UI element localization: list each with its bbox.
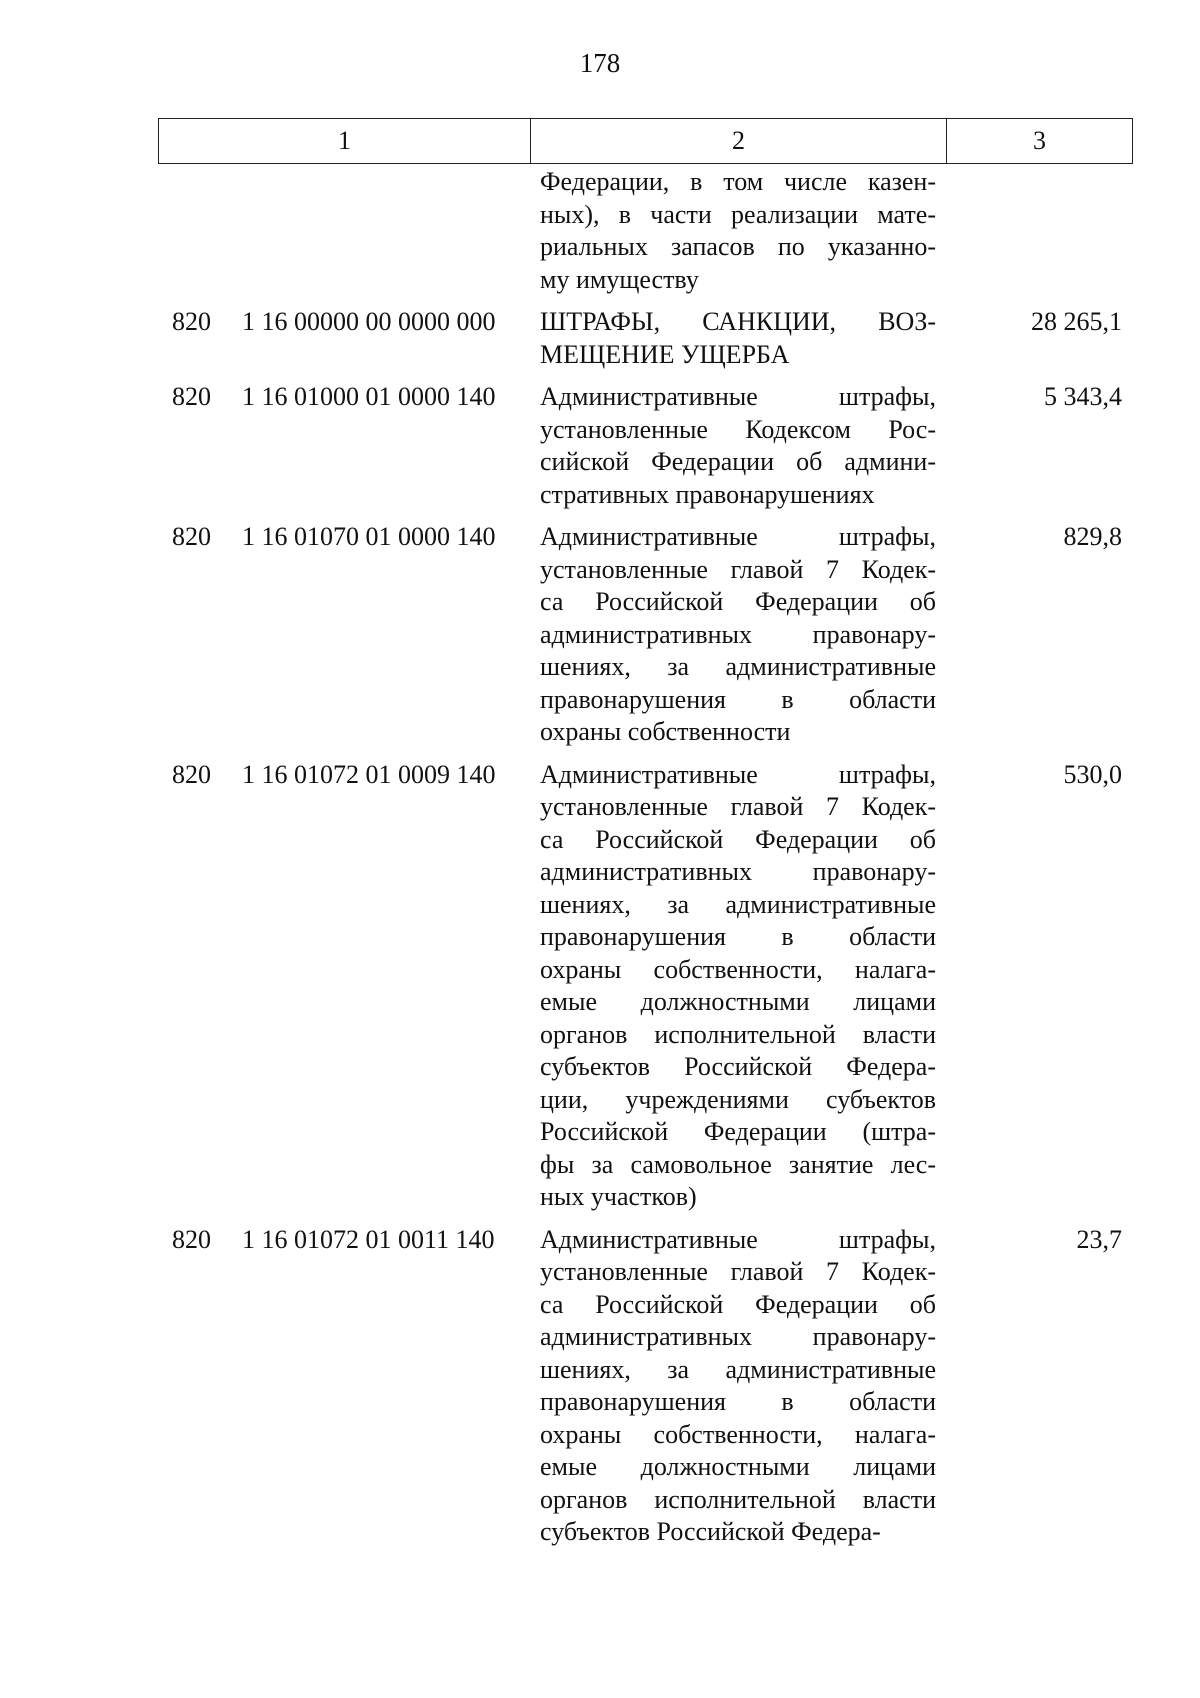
- amount-cell: 829,8: [1063, 522, 1122, 551]
- table-header: [158, 118, 1133, 164]
- revenue-name-line: Административные штрафы,: [540, 522, 936, 551]
- admin-code-cell: 820: [172, 307, 211, 336]
- revenue-name-line: са Российской Федерации об: [540, 587, 936, 616]
- table-row: [0, 1224, 1200, 1549]
- revenue-name-line: са Российской Федерации об: [540, 824, 936, 854]
- table-row: [0, 166, 1200, 296]
- amount-cell: 530,0: [1063, 759, 1122, 789]
- revenue-name-line: Российской Федерации (штра-: [540, 1117, 936, 1146]
- revenue-name-line: Административные штрафы,: [540, 382, 936, 411]
- revenue-name-line: шениях, за административные: [540, 889, 936, 919]
- revenue-name-line: ных), в части реализации мате-: [540, 199, 936, 229]
- revenue-name-cell: [540, 306, 936, 371]
- revenue-name-line: риальных запасов по указанно-: [540, 232, 936, 261]
- revenue-name-line: правонарушения в области: [540, 922, 936, 951]
- revenue-name-line: ных участков): [540, 1182, 697, 1211]
- admin-code-cell: 820: [172, 522, 211, 551]
- revenue-name-cell: [540, 1224, 936, 1549]
- budget-classification-code-cell: 1 16 00000 00 0000 000: [242, 307, 496, 336]
- revenue-name-line: охраны собственности: [540, 717, 791, 746]
- budget-classification-code-cell: 1 16 01072 01 0011 140: [242, 1224, 495, 1254]
- revenue-name-line: Федерации, в том числе казен-: [540, 167, 936, 196]
- revenue-name-line: субъектов Российской Федера-: [540, 1052, 936, 1081]
- revenue-name-line: ШТРАФЫ, САНКЦИИ, ВОЗ-: [540, 307, 936, 336]
- revenue-name-line: органов исполнительной власти: [540, 1484, 936, 1514]
- revenue-name-cell: [540, 759, 936, 1214]
- revenue-name-line: административных правонару-: [540, 1322, 936, 1351]
- table-row: [0, 521, 1200, 749]
- page-number: 178: [579, 48, 621, 78]
- revenue-name-line: установленные главой 7 Кодек-: [540, 1257, 936, 1286]
- amount-cell: 23,7: [1076, 1224, 1122, 1254]
- revenue-name-line: МЕЩЕНИЕ УЩЕРБА: [540, 339, 790, 369]
- revenue-name-line: Административные штрафы,: [540, 759, 936, 789]
- table-row: [0, 759, 1200, 1214]
- admin-code-cell: 820: [172, 1224, 211, 1254]
- table-body: [0, 166, 1200, 1559]
- revenue-name-line: субъектов Российской Федера-: [540, 1517, 881, 1546]
- revenue-name-line: сийской Федерации об админи-: [540, 447, 936, 476]
- table-row: [0, 306, 1200, 371]
- admin-code-cell: 820: [172, 382, 211, 411]
- table-header-col-1: 1: [159, 119, 531, 163]
- revenue-name-line: административных правонару-: [540, 857, 936, 886]
- revenue-name-line: установленные Кодексом Рос-: [540, 414, 936, 444]
- budget-classification-code-cell: 1 16 01000 01 0000 140: [242, 382, 496, 411]
- table-header-col-2: 2: [531, 119, 947, 163]
- revenue-name-line: са Российской Федерации об: [540, 1289, 936, 1319]
- admin-code-cell: 820: [172, 759, 211, 789]
- table-header-col-3: 3: [1033, 126, 1046, 155]
- revenue-name-line: охраны собственности, налага-: [540, 954, 936, 984]
- revenue-name-line: емые должностными лицами: [540, 987, 936, 1016]
- revenue-name-line: правонарушения в области: [540, 684, 936, 714]
- revenue-name-cell: [540, 521, 936, 749]
- revenue-name-cell: [540, 381, 936, 511]
- budget-classification-code-cell: 1 16 01072 01 0009 140: [242, 759, 496, 789]
- table-row: [0, 381, 1200, 511]
- revenue-name-line: правонарушения в области: [540, 1387, 936, 1416]
- revenue-name-line: емые должностными лицами: [540, 1452, 936, 1481]
- revenue-name-line: фы за самовольное занятие лес-: [540, 1149, 936, 1179]
- amount-cell: 5 343,4: [1044, 382, 1122, 411]
- revenue-name-line: шениях, за административные: [540, 652, 936, 681]
- budget-classification-code-cell: 1 16 01070 01 0000 140: [242, 522, 496, 551]
- amount-cell: 28 265,1: [1031, 307, 1122, 336]
- revenue-name-line: установленные главой 7 Кодек-: [540, 792, 936, 821]
- revenue-name-cell: [540, 166, 936, 296]
- revenue-name-line: стративных правонарушениях: [540, 479, 875, 509]
- revenue-name-line: охраны собственности, налага-: [540, 1419, 936, 1449]
- revenue-name-line: административных правонару-: [540, 619, 936, 649]
- revenue-name-line: ции, учреждениями субъектов: [540, 1084, 936, 1114]
- revenue-name-line: органов исполнительной власти: [540, 1019, 936, 1049]
- revenue-name-line: шениях, за административные: [540, 1354, 936, 1384]
- revenue-name-line: му имуществу: [540, 264, 699, 294]
- revenue-name-line: Административные штрафы,: [540, 1224, 936, 1254]
- revenue-name-line: установленные главой 7 Кодек-: [540, 554, 936, 584]
